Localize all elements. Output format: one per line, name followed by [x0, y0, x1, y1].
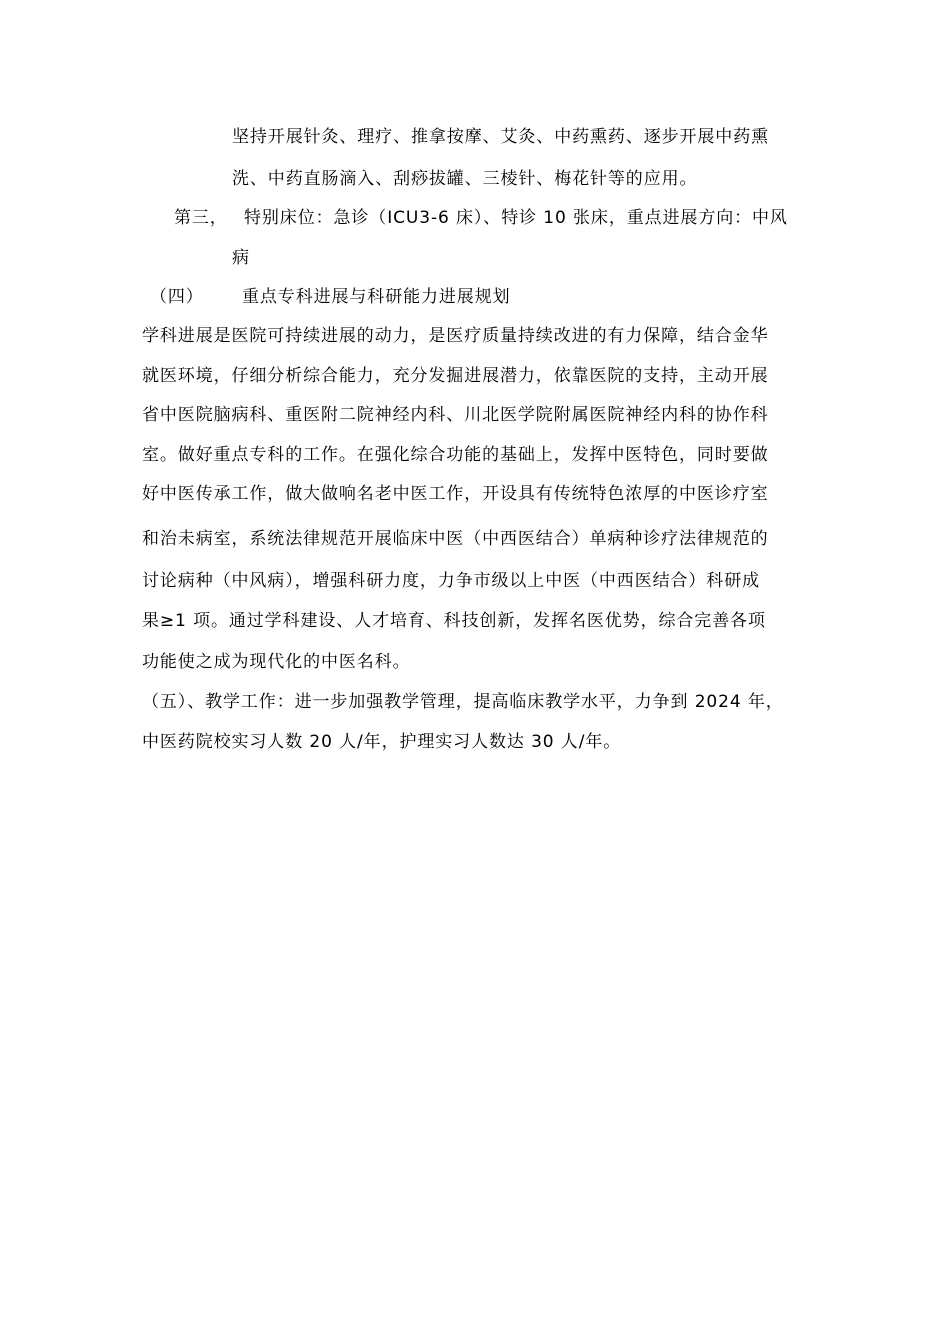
- section4-paragraph-line: 和治未病室，系统法律规范开展临床中医（中西医结合）单病种诊疗法律规范的: [142, 529, 769, 549]
- section4-paragraph-line: 室。做好重点专科的工作。在强化综合功能的基础上，发挥中医特色，同时要做: [142, 445, 769, 465]
- section4-paragraph-line: 果≥1 项。通过学科建设、人才培育、科技创新，发挥名医优势，综合完善各项: [142, 611, 766, 631]
- section4-paragraph-line: 学科进展是医院可持续进展的动力，是医疗质量持续改进的有力保障，结合金华: [142, 326, 769, 346]
- block2-label: 第三，: [174, 208, 228, 228]
- section4-paragraph-line: 好中医传承工作，做大做响名老中医工作，开设具有传统特色浓厚的中医诊疗室: [142, 484, 769, 504]
- section4-paragraph-line: 省中医院脑病科、重医附二院神经内科、川北医学院附属医院神经内科的协作科: [142, 405, 769, 425]
- block1-line1: 坚持开展针灸、理疗、推拿按摩、艾灸、中药熏药、逐步开展中药熏: [232, 127, 769, 147]
- section4-paragraph-line: 功能使之成为现代化的中医名科。: [142, 652, 411, 672]
- section4-paragraph-line: 就医环境，仔细分析综合能力，充分发掘进展潜力，依靠医院的支持，主动开展: [142, 366, 769, 386]
- section5-line1: （五）、教学工作：进一步加强教学管理，提高临床教学水平，力争到 2024 年，: [142, 692, 784, 712]
- section4-paragraph-line: 讨论病种（中风病），增强科研力度，力争市级以上中医（中西医结合）科研成: [142, 571, 760, 591]
- block2-line2: 病: [232, 248, 250, 268]
- section5-line2: 中医药院校实习人数 20 人/年，护理实习人数达 30 人/年。: [142, 732, 622, 752]
- section4-number: （四）: [150, 287, 204, 307]
- section4-title: 重点专科进展与科研能力进展规划: [242, 287, 511, 307]
- block2-line1: 特别床位：急诊（ICU3-6 床）、特诊 10 张床，重点进展方向：中风: [244, 208, 788, 228]
- block1-line2: 洗、中药直肠滴入、刮痧拔罐、三棱针、梅花针等的应用。: [232, 169, 698, 189]
